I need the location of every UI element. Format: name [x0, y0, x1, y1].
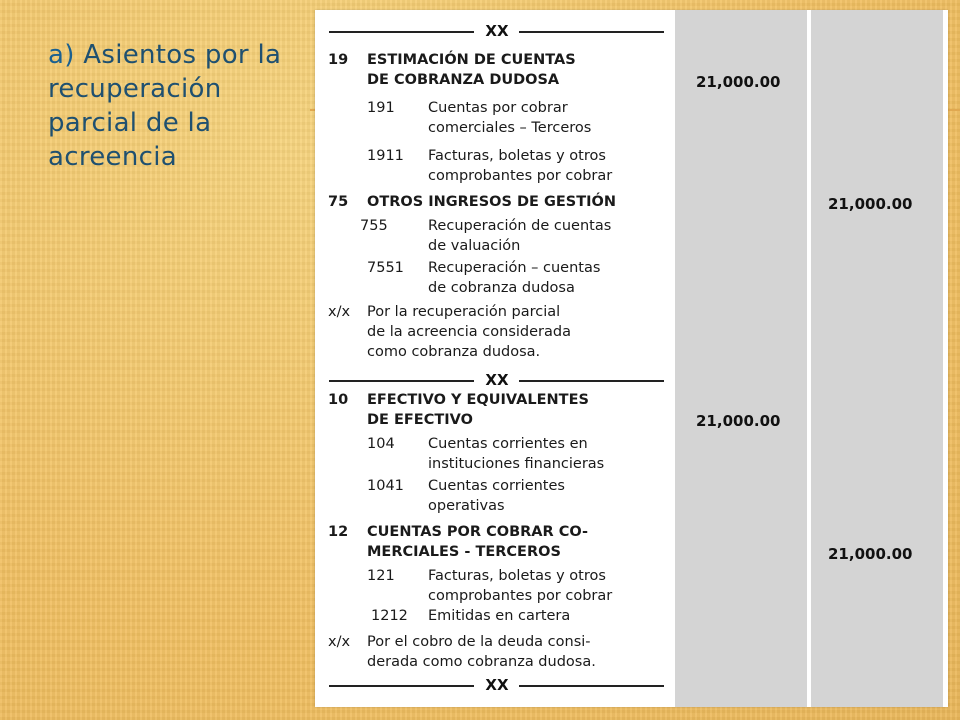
gloss-text: Por el cobro de la deuda consi-	[367, 634, 591, 650]
account-name: ESTIMACIÓN DE CUENTAS	[367, 52, 576, 68]
separator-label: XX	[485, 371, 509, 389]
entry-separator	[329, 676, 664, 694]
subaccount-name: Recuperación – cuentas	[428, 260, 601, 276]
subaccount-code: 7551	[367, 260, 404, 276]
slide-title	[48, 38, 308, 174]
account-name: DE COBRANZA DUDOSA	[367, 72, 560, 88]
account-code: 10	[328, 392, 349, 408]
gloss-text: de la acreencia considerada	[367, 324, 571, 340]
subaccount-name: comprobantes por cobrar	[428, 168, 613, 184]
gloss-marker: x/x	[328, 634, 351, 650]
journal-sheet	[315, 10, 948, 707]
gloss-text: como cobranza dudosa.	[367, 344, 541, 360]
gloss-marker: x/x	[328, 304, 351, 320]
subaccount-name: Recuperación de cuentas	[428, 218, 612, 234]
title-text: Asientos por la recuperación parcial de la acreencia	[48, 40, 282, 172]
subaccount-code: 1911	[367, 148, 404, 164]
subaccount-name: Cuentas corrientes	[428, 478, 565, 494]
subaccount-name: de valuación	[428, 238, 521, 254]
subaccount-name: Facturas, boletas y otros	[428, 568, 606, 584]
gloss-text: Por la recuperación parcial	[367, 304, 561, 320]
debit-amount: 21,000.00	[696, 73, 781, 91]
account-name: OTROS INGRESOS DE GESTIÓN	[367, 194, 616, 210]
subaccount-code: 755	[360, 218, 388, 234]
gloss-text: derada como cobranza dudosa.	[367, 654, 596, 670]
account-name: DE EFECTIVO	[367, 412, 473, 428]
entry-separator	[329, 22, 664, 40]
subaccount-code: 104	[367, 436, 395, 452]
subaccount-code: 1041	[367, 478, 404, 494]
subaccount-name: instituciones financieras	[428, 456, 605, 472]
account-code: 19	[328, 52, 349, 68]
subaccount-code: 121	[367, 568, 395, 584]
credit-column	[811, 10, 943, 707]
debit-amount: 21,000.00	[696, 412, 781, 430]
separator-label: XX	[485, 22, 509, 40]
subaccount-name: Emitidas en cartera	[428, 608, 571, 624]
debit-column	[675, 10, 807, 707]
separator-label: XX	[485, 676, 509, 694]
credit-amount: 21,000.00	[828, 545, 913, 563]
subaccount-code: 191	[367, 100, 395, 116]
subaccount-name: Cuentas por cobrar	[428, 100, 568, 116]
subaccount-name: de cobranza dudosa	[428, 280, 575, 296]
account-name: MERCIALES - TERCEROS	[367, 544, 561, 560]
account-name: CUENTAS POR COBRAR CO-	[367, 524, 588, 540]
account-code: 75	[328, 194, 349, 210]
credit-amount: 21,000.00	[828, 195, 913, 213]
subaccount-name: comerciales – Terceros	[428, 120, 592, 136]
subaccount-name: operativas	[428, 498, 505, 514]
account-name: EFECTIVO Y EQUIVALENTES	[367, 392, 589, 408]
subaccount-name: Cuentas corrientes en	[428, 436, 588, 452]
account-code: 12	[328, 524, 349, 540]
subaccount-name: comprobantes por cobrar	[428, 588, 613, 604]
title-lead: a)	[48, 40, 75, 70]
subaccount-code: 1212	[371, 608, 408, 624]
entry-separator	[329, 371, 664, 389]
subaccount-name: Facturas, boletas y otros	[428, 148, 606, 164]
